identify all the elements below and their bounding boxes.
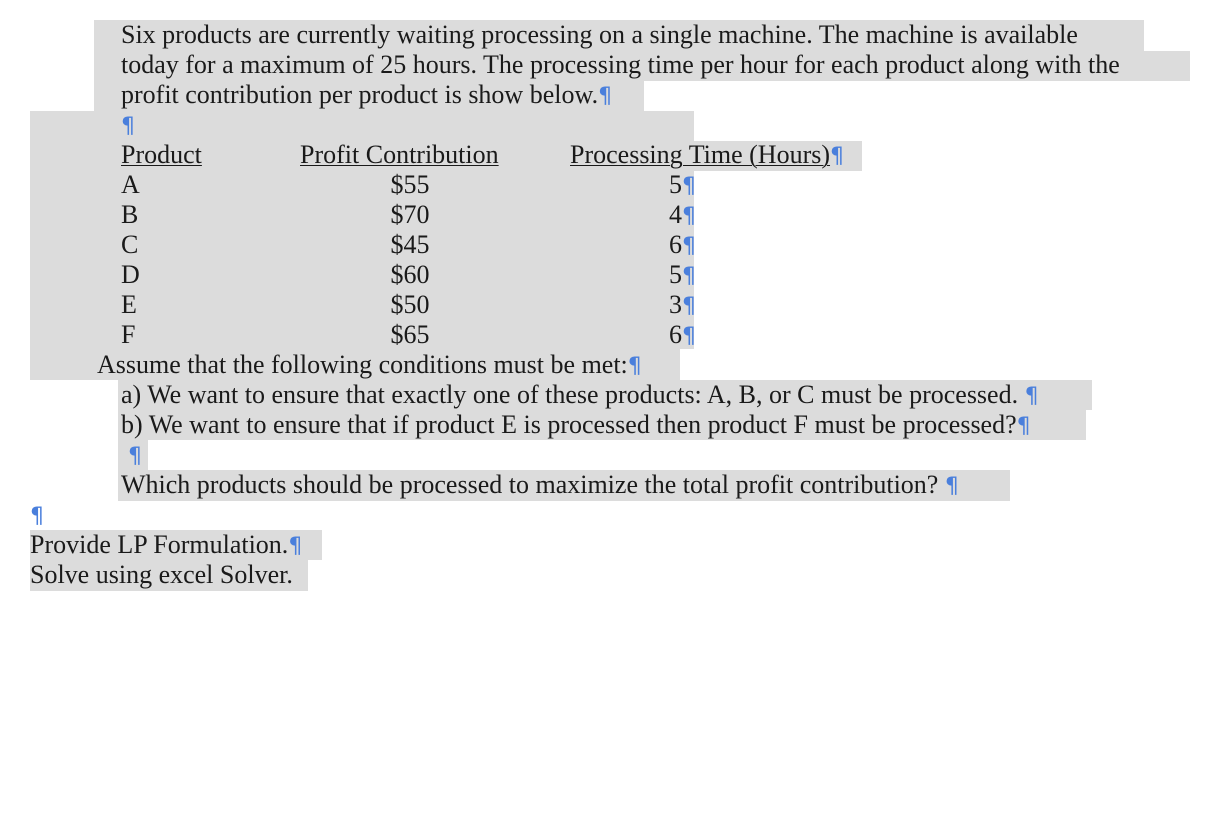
cell-time: [620, 320, 696, 352]
condition-a-text: a) We want to ensure that exactly one of these products: A, B, or C must be processed.: [121, 380, 1025, 409]
cell-profit: $50: [390, 290, 430, 319]
pilcrow-icon: ¶: [682, 294, 696, 319]
task-solver-text: Solve using excel Solver.: [30, 560, 293, 589]
pilcrow-icon: ¶: [598, 84, 613, 109]
pilcrow-icon: ¶: [128, 444, 142, 469]
header-time: Processing Time (Hours): [570, 140, 831, 169]
table-row: [0, 290, 1216, 320]
conditions-intro: [97, 350, 642, 380]
pilcrow-icon: ¶: [121, 114, 135, 139]
table-row: [0, 200, 1216, 230]
pilcrow-icon: ¶: [288, 534, 303, 559]
cell-time-value: 4: [669, 200, 682, 229]
cell-profit: $65: [390, 320, 430, 349]
pilcrow-icon: ¶: [682, 204, 696, 229]
cell-time-value: 3: [669, 290, 682, 319]
cell-time-value: 6: [669, 320, 682, 349]
intro-text-3: profit contribution per product is show below.: [121, 80, 599, 109]
task-lp: [30, 530, 302, 560]
cell-time-value: 6: [669, 230, 682, 259]
cell-time: [620, 200, 696, 232]
cell-product: C: [121, 230, 139, 259]
pilcrow-icon: ¶: [682, 234, 696, 259]
cell-profit: $70: [390, 200, 430, 229]
cell-time-value: 5: [669, 170, 682, 199]
cell-time: [620, 230, 696, 262]
condition-a: [121, 380, 1039, 410]
cell-profit: $45: [390, 230, 430, 259]
cell-product: F: [121, 320, 136, 349]
header-time-wrap: [570, 140, 844, 172]
cell-time: [620, 260, 696, 292]
cell-product: A: [121, 170, 140, 199]
table-row: [0, 170, 1216, 200]
header-product: Product: [121, 140, 202, 169]
pilcrow-icon: ¶: [830, 144, 845, 169]
task-solver: [30, 560, 293, 590]
cell-time-value: 5: [669, 260, 682, 289]
pilcrow-icon: ¶: [627, 354, 642, 379]
pilcrow-icon: ¶: [944, 474, 959, 499]
table-row: [0, 230, 1216, 260]
intro-line-2: [121, 50, 1120, 80]
empty-paragraph: [128, 440, 142, 470]
pilcrow-icon: ¶: [682, 174, 696, 199]
table-row: [0, 320, 1216, 350]
intro-line-3: [121, 80, 612, 110]
cell-profit: $60: [390, 260, 430, 289]
conditions-intro-text: Assume that the following conditions must be met:: [97, 350, 628, 379]
cell-profit: $55: [390, 170, 430, 199]
table-row: [0, 260, 1216, 290]
cell-time: [620, 290, 696, 322]
cell-product: B: [121, 200, 139, 229]
intro-text-2: today for a maximum of 25 hours. The processing time per hour for each product along with the: [121, 50, 1120, 79]
question-text: Which products should be processed to maximize the total profit contribution?: [121, 470, 945, 499]
table-header-row: [0, 140, 1216, 170]
question: [121, 470, 959, 500]
pilcrow-icon: ¶: [1024, 384, 1039, 409]
task-lp-text: Provide LP Formulation.: [30, 530, 289, 559]
cell-product: E: [121, 290, 137, 319]
header-profit: Profit Contribution: [300, 140, 499, 169]
pilcrow-icon: ¶: [30, 504, 44, 529]
pilcrow-icon: ¶: [682, 264, 696, 289]
condition-b-text: b) We want to ensure that if product E is processed then product F must be processed?: [121, 410, 1017, 439]
intro-line-1: [121, 20, 1078, 50]
empty-paragraph: [121, 110, 135, 140]
pilcrow-icon: ¶: [682, 324, 696, 349]
empty-paragraph: [30, 500, 44, 530]
pilcrow-icon: ¶: [1016, 414, 1031, 439]
condition-b: [121, 410, 1031, 440]
intro-text-1: Six products are currently waiting processing on a single machine. The machine is available: [121, 20, 1078, 49]
cell-time: [620, 170, 696, 202]
cell-product: D: [121, 260, 140, 289]
